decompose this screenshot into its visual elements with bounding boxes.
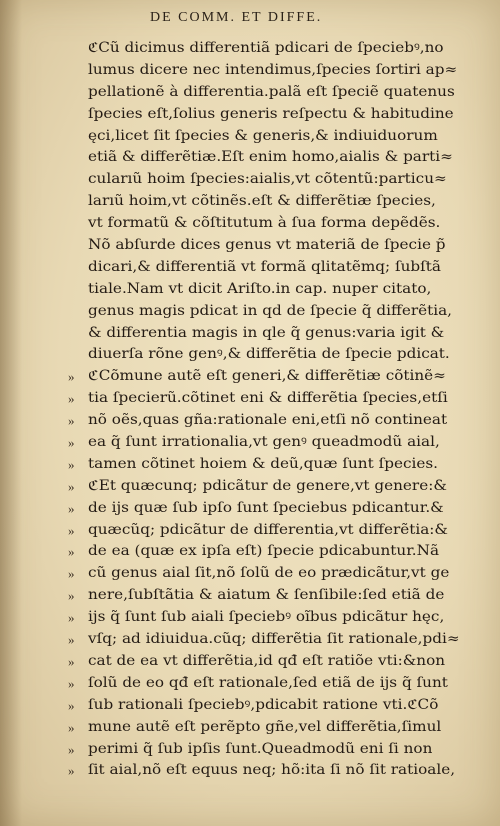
text-line xyxy=(68,695,480,717)
text-line xyxy=(68,760,480,782)
margin-quote-mark: » xyxy=(68,632,75,648)
text-line xyxy=(88,104,480,126)
margin-quote-mark xyxy=(68,301,84,323)
text-line xyxy=(68,410,480,432)
line-text: de ea (quæ ex ipſa eſt) ſpecie pdicabuntur.Nã xyxy=(88,543,440,560)
line-text: ℭEt quæcunq; pdicãtur de genere,vt genere:& xyxy=(88,477,447,494)
margin-quote-mark: » xyxy=(68,610,75,626)
margin-quote-mark xyxy=(68,323,84,345)
margin-quote-mark xyxy=(68,169,84,191)
margin-quote-mark xyxy=(68,104,84,126)
line-text: ſit aial,nõ eſt equus neq; hõ:ita ſi nõ ſit ratioale, xyxy=(88,762,456,779)
text-line xyxy=(88,126,480,148)
body-text xyxy=(68,38,480,782)
text-line xyxy=(88,38,480,60)
line-text: nõ oẽs,quas gña:rationale eni,etſi nõ contineat xyxy=(88,412,448,429)
margin-quote-mark: » xyxy=(68,369,75,385)
text-line xyxy=(68,388,480,410)
margin-quote-mark xyxy=(68,235,84,257)
line-text: & differentia magis in qle q̃ genus:varia igit & xyxy=(88,324,445,341)
text-line xyxy=(68,541,480,563)
margin-quote-mark xyxy=(68,279,84,301)
text-line xyxy=(68,629,480,651)
line-text: genus magis pdicat in qd de ſpecie q̃ differẽtia, xyxy=(88,302,453,319)
margin-quote-mark: » xyxy=(68,391,75,407)
margin-quote-mark: » xyxy=(68,413,75,429)
text-line xyxy=(68,673,480,695)
line-text: mune autẽ eſt perẽpto gñe,vel differẽtia,ſimul xyxy=(88,718,442,735)
margin-quote-mark: » xyxy=(68,456,75,472)
text-line xyxy=(68,651,480,673)
line-text: cularıũ hoim ſpecies:aialis,vt cõtentũ:particu≈ xyxy=(88,171,447,188)
margin-quote-mark xyxy=(68,82,84,104)
text-line xyxy=(88,147,480,169)
text-line xyxy=(68,739,480,761)
text-line xyxy=(88,169,480,191)
margin-quote-mark: » xyxy=(68,544,75,560)
margin-quote-mark: » xyxy=(68,763,75,779)
text-line xyxy=(88,82,480,104)
margin-quote-mark: » xyxy=(68,653,75,669)
text-line xyxy=(88,257,480,279)
line-text: ſolũ de eo qđ eſt rationale,ſed etiã de ijs q̃ ſunt xyxy=(88,674,448,691)
text-line xyxy=(88,344,480,366)
line-text: vt formatũ & cõſtitutum à ſua forma depẽdẽs. xyxy=(88,215,441,232)
line-text: Nõ abſurde dices genus vt materiã de ſpecie p̃ xyxy=(88,237,446,254)
margin-quote-mark: » xyxy=(68,478,75,494)
text-line xyxy=(88,279,480,301)
margin-quote-mark xyxy=(68,191,84,213)
margin-quote-mark: » xyxy=(68,697,75,713)
margin-quote-mark xyxy=(68,213,84,235)
margin-quote-mark: » xyxy=(68,566,75,582)
text-line xyxy=(68,520,480,542)
margin-quote-mark xyxy=(68,257,84,279)
line-text: ęci,licet ſit ſpecies & generis,& indiuiduorum xyxy=(88,127,438,144)
text-line xyxy=(88,60,480,82)
running-head: DE COMM. ET DIFFE. xyxy=(150,10,323,25)
text-line xyxy=(68,563,480,585)
line-text: de ijs quæ ſub ipſo ſunt ſpeciebus pdicantur.& xyxy=(88,499,444,516)
line-text: larıũ hoim,vt cõtinẽs.eſt & differẽtiæ ſpecies, xyxy=(88,193,436,210)
line-text: nere,ſubſtãtia & aiatum & ſenſibile:ſed etiã de xyxy=(88,587,445,604)
line-text: ſub rationali ſpeciebꝰ,pdicabit ratione vti.ℭCõ xyxy=(88,696,439,713)
text-line xyxy=(88,191,480,213)
margin-quote-mark xyxy=(68,147,84,169)
text-line xyxy=(88,235,480,257)
line-text: diuerſa rõne genꝰ,& differẽtia de ſpecie pdicat. xyxy=(88,346,450,363)
text-line xyxy=(88,213,480,235)
text-line xyxy=(88,301,480,323)
text-line xyxy=(68,476,480,498)
line-text: tiale.Nam vt dicit Ariſto.in cap. nuper citato, xyxy=(88,280,432,297)
line-text: ijs q̃ ſunt ſub aiali ſpeciebꝰ oĩbus pdicãtur hęc, xyxy=(88,609,445,626)
line-text: tia ſpecierũ.cõtinet eni & differẽtia ſpecies,etſi xyxy=(88,390,448,407)
margin-quote-mark: » xyxy=(68,435,75,451)
line-text: pellationẽ à differentia.palã eſt ſpeciẽ quatenus xyxy=(88,83,455,100)
line-text: etiã & differẽtiæ.Eſt enim homo,aialis & parti≈ xyxy=(88,149,453,166)
margin-quote-mark: » xyxy=(68,719,75,735)
text-line xyxy=(68,607,480,629)
line-text: ſpecies eſt,ſolius generis reſpectu & habitudine xyxy=(88,105,454,122)
line-text: ℭCõmune autẽ eſt generi,& differẽtiæ cõtinẽ≈ xyxy=(88,368,446,385)
line-text: dicari,& differentiã vt formã qlitatẽmq; ſubſtã xyxy=(88,258,442,275)
text-line xyxy=(68,585,480,607)
margin-quote-mark: » xyxy=(68,675,75,691)
margin-quote-mark: » xyxy=(68,741,75,757)
spine-shadow xyxy=(0,0,22,826)
margin-quote-mark xyxy=(68,60,84,82)
text-line xyxy=(68,454,480,476)
line-text: cũ genus aial ſit,nõ ſolũ de eo prædicãtur,vt ge xyxy=(88,565,450,582)
line-text: ℭCũ dicimus differentiã pdicari de ſpeciebꝰ,no xyxy=(88,40,444,56)
text-line xyxy=(68,717,480,739)
line-text: cat de ea vt differẽtia,id qđ eſt ratiõe vti:&non xyxy=(88,652,446,669)
text-line xyxy=(88,323,480,345)
line-text: lumus dicere nec intendimus,ſpecies ſortiri ap≈ xyxy=(88,61,458,78)
line-text: ea q̃ ſunt irrationalia,vt genꝰ queadmodũ aial, xyxy=(88,434,440,451)
margin-quote-mark xyxy=(68,344,84,366)
text-line xyxy=(68,432,480,454)
margin-quote-mark xyxy=(68,126,84,148)
margin-quote-mark: » xyxy=(68,500,75,516)
text-line xyxy=(68,498,480,520)
text-line xyxy=(68,366,480,388)
margin-quote-mark xyxy=(68,38,84,60)
line-text: tamen cõtinet hoiem & deũ,quæ ſunt ſpecies. xyxy=(88,455,439,472)
margin-quote-mark: » xyxy=(68,588,75,604)
line-text: vſq; ad idiuidua.cũq; differẽtia ſit rationale,pdi≈ xyxy=(88,631,460,648)
line-text: quæcũq; pdicãtur de differentia,vt differẽtia:& xyxy=(88,521,448,538)
margin-quote-mark: » xyxy=(68,522,75,538)
line-text: perimi q̃ ſub ipſis ſunt.Queadmodũ eni ſi non xyxy=(88,740,433,757)
